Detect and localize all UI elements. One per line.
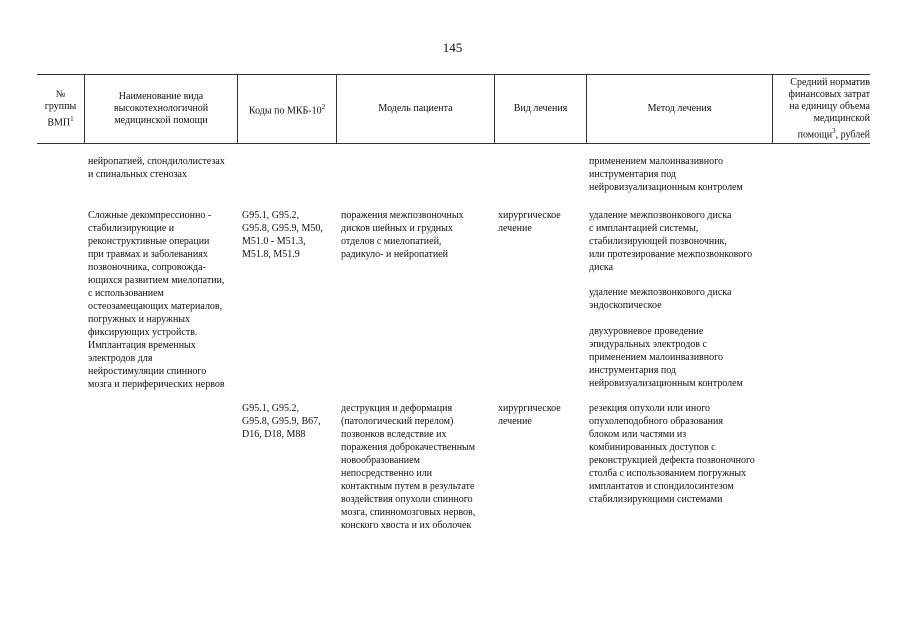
row-treatment-method: двухуровневое проведение эпидуральных электродов с применением малоинвазивного инструментария под нейровизуализационным контролем [589, 326, 743, 389]
header-top-rule [37, 74, 870, 75]
row-treatment-method: резекция опухоли или иного опухолеподобного образования блоком или частями из комбинированных доступов с реконструкцией дефекта позвоночного столба с использованием погружных имплантатов и спондилосинтезом стабилизирующими системами [589, 403, 755, 505]
row-patient-model: поражения межпозвоночных дисков шейных и грудных отделов с миелопатией, радикуло- и нейропатией [341, 210, 464, 260]
header-icd-codes: Коды по МКБ-$10^2$ [248, 102, 326, 117]
header-avg-cost: Средний норматив финансовых затрат на единицу объема медицинской помощи$^3$, рублей [788, 76, 870, 141]
row-icd-codes: G95.1, G95.2, G95.8, G95.9, M50, M51.0 - M51.3, M51.8, M51.9 [242, 210, 323, 260]
row-care-type-name: Сложные декомпрессионно - стабилизирующие и реконструктивные операции при травмах и заболеваниях позвоночника, сопровожда- ющихся развитием миелопатии, с использованием остеозамещающих материалов, погружных и наружных фиксирующих устройств. Имплантация временных электродов для нейростимуляции спинного мозга и периферических нервов [88, 210, 225, 390]
header-patient-model: Модель пациента [378, 103, 453, 114]
row-treatment-type: хирургическое лечение [498, 210, 561, 234]
row-icd-codes: G95.1, G95.2, G95.8, G95.9, B67, D16, D18, M88 [242, 403, 321, 440]
row-treatment-method: удаление межпозвонкового диска с имплантацией системы, стабилизирующей позвоночник, или протезирование межпозвонкового диска [589, 210, 753, 273]
header-group-number: № группы ВМП$^1$ [44, 88, 77, 129]
row-care-type-name: нейропатией, спондилолистезах и спинальных стенозах [88, 156, 225, 180]
row-treatment-method: удаление межпозвонкового диска эндоскопическое [589, 287, 732, 311]
row-treatment-method: применением малоинвазивного инструментария под нейровизуализационным контролем [589, 156, 743, 193]
header-bottom-rule [37, 143, 870, 144]
row-patient-model: деструкция и деформация (патологический перелом) позвонков вследствие их поражения доброкачественным новообразованием непосредственно или контактным путем в результате воздействия опухоли спинного мозга, спинномозговых нервов, конского хвоста и их оболочек [341, 403, 476, 531]
page-number: 145 [442, 40, 463, 55]
header-care-type-name: Наименование вида высокотехнологичной медицинской помощи [113, 91, 209, 126]
header-treatment-type: Вид лечения [513, 103, 568, 114]
header-treatment-method: Метод лечения [647, 103, 712, 114]
row-treatment-type: хирургическое лечение [498, 403, 561, 427]
